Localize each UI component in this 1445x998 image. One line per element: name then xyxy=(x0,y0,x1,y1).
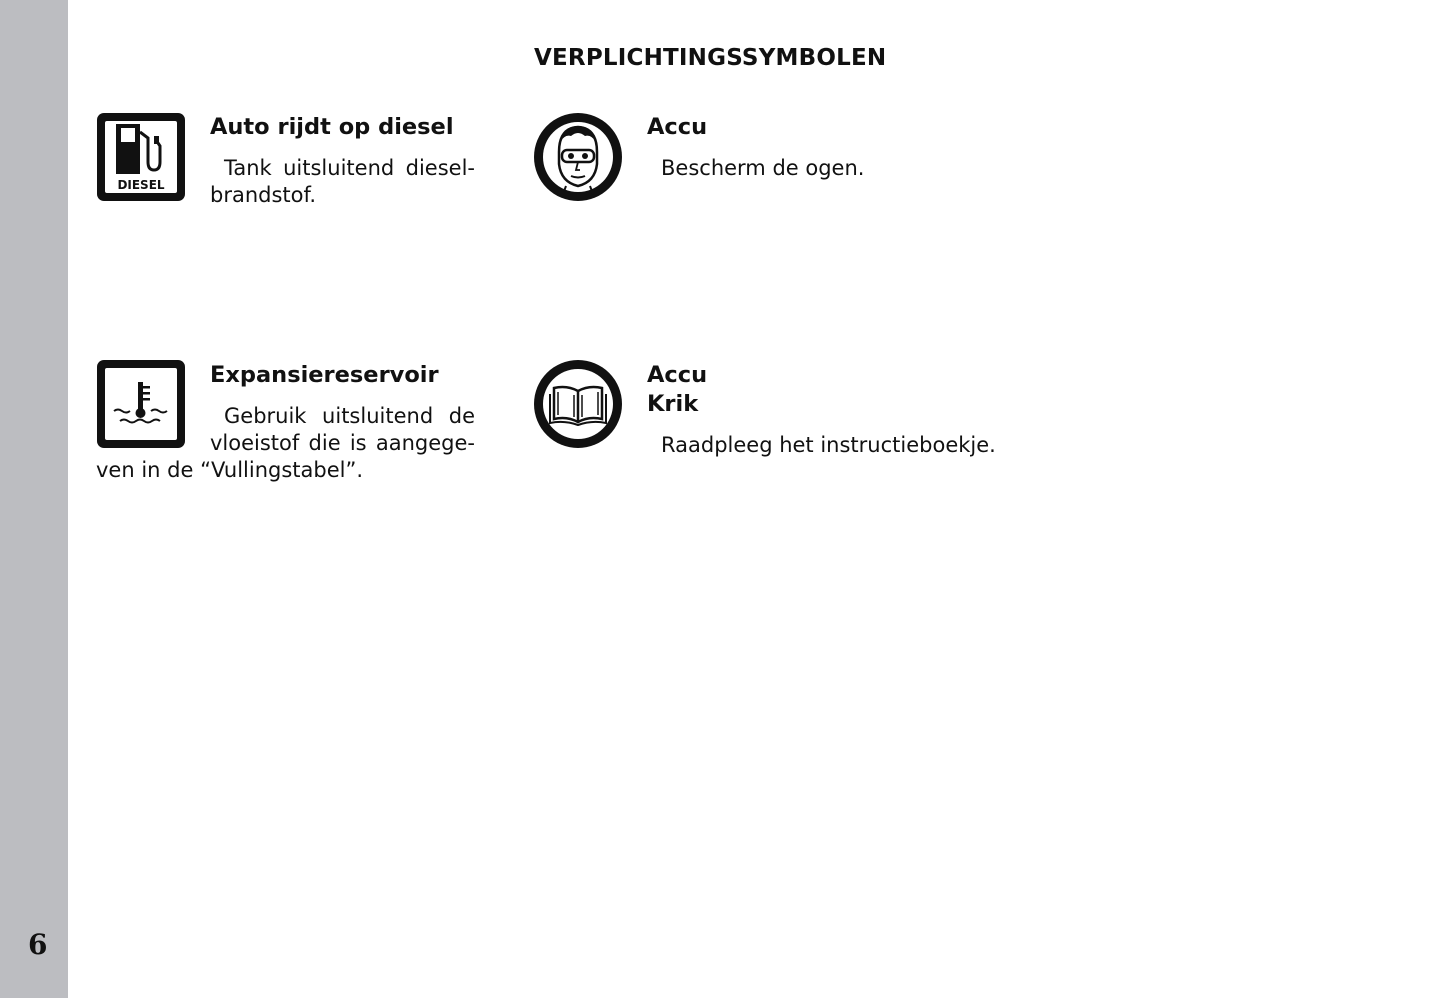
symbol-heading-expansiereservoir: Expansiereservoir xyxy=(210,362,439,388)
expansie-text-line-3: ven in de “Vullingstabel”. xyxy=(96,458,364,482)
symbol-text-diesel xyxy=(210,155,475,209)
section-title: VERPLICHTINGSSYMBOLEN xyxy=(534,45,887,71)
accu-text: Bescherm de ogen. xyxy=(661,156,865,180)
expansie-text-line-1: Gebruik uitsluitend de xyxy=(224,404,475,428)
diesel-text-line-2: brandstof. xyxy=(210,183,317,207)
symbol-text-accu xyxy=(647,155,1047,182)
symbol-text-expansiereservoir xyxy=(96,403,475,484)
instructieboekje-text: Raadpleeg het instructieboekje. xyxy=(661,433,996,457)
symbol-heading-accu: Accu xyxy=(647,114,708,140)
diesel-text-line-1: Tank uitsluitend diesel- xyxy=(224,156,475,180)
heading-line-krik: Krik xyxy=(647,391,699,417)
instruction-book-icon xyxy=(533,359,623,449)
symbol-heading-accu-krik xyxy=(647,361,707,419)
diesel-pump-icon xyxy=(96,112,186,202)
symbol-text-instructieboekje xyxy=(647,432,1047,459)
face-goggles-icon xyxy=(533,112,623,202)
heading-line-accu: Accu xyxy=(647,362,708,388)
expansie-text-line-2: vloeistof die is aangege- xyxy=(210,431,475,455)
side-margin-bar xyxy=(0,0,68,998)
symbol-heading-diesel: Auto rijdt op diesel xyxy=(210,114,454,140)
diesel-icon-label: DIESEL xyxy=(117,178,165,192)
page-number: 6 xyxy=(28,928,48,961)
